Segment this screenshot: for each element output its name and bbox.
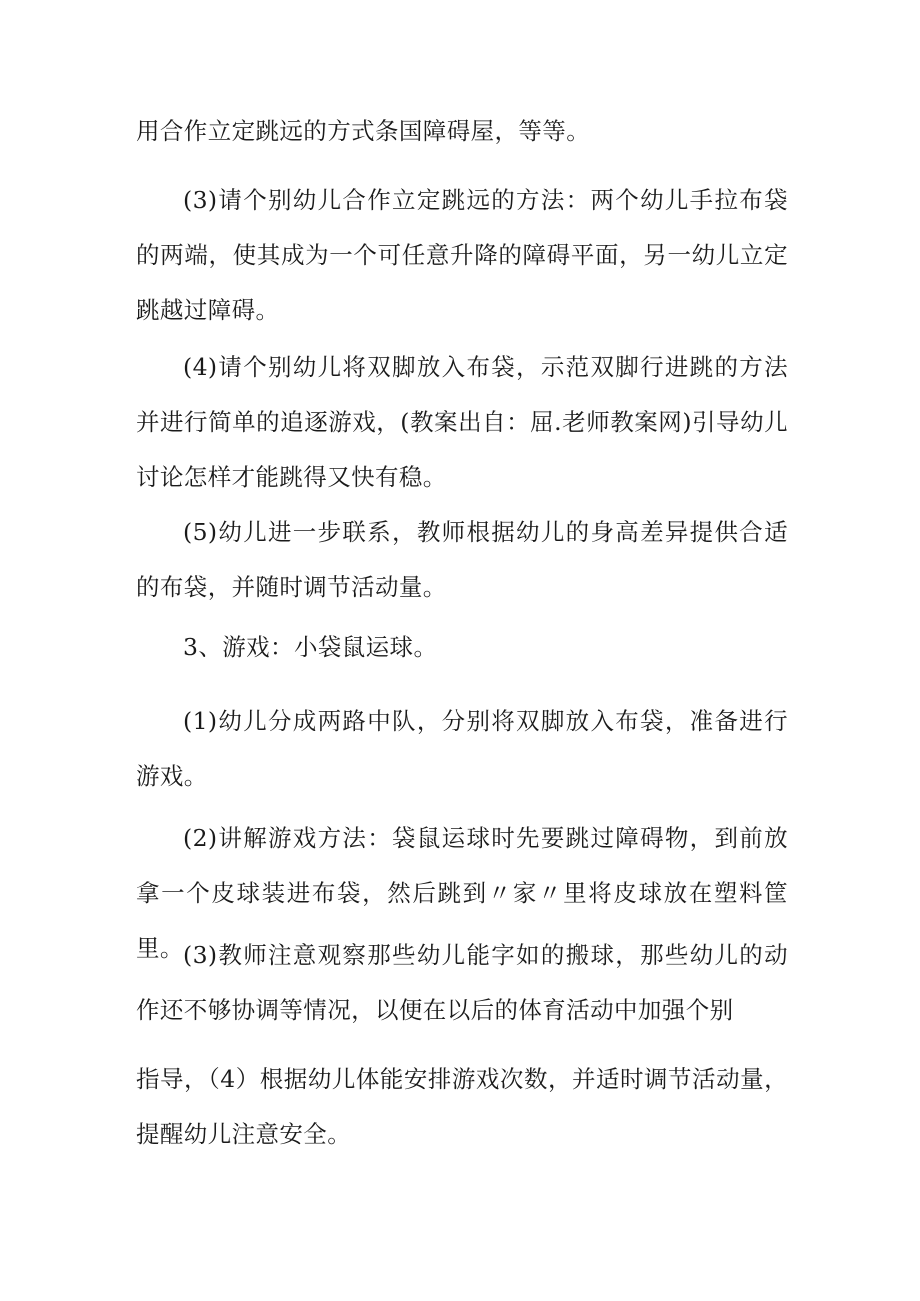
paragraph-3: (4)请个别幼儿将双脚放入布袋，示范双脚行进跳的方法并进行简单的追逐游戏，(教案出自：屈.老师教案网)引导幼儿讨论怎样才能跳得又快有稳。 — [136, 353, 788, 491]
paragraph-4: (5)幼儿进一步联系，教师根据幼儿的身高差异提供合适的布袋，并随时调节活动量。 — [136, 518, 788, 601]
section-heading: 3、游戏：小袋鼠运球。 — [183, 633, 438, 661]
paragraph-8: 指导，（4）根据幼儿体能安排游戏次数，并适时调节活动量，提醒幼儿注意安全。 — [136, 1065, 788, 1148]
paragraph-2: (3)请个别幼儿合作立定跳远的方法：两个幼儿手拉布袋的两端，使其成为一个可任意升降的障碍平面，另一幼儿立定跳越过障碍。 — [136, 186, 788, 324]
paragraph-7: (3)教师注意观察那些幼儿能字如的搬球，那些幼儿的动作还不够协调等情况，以便在以后的体育活动中加强个别 — [136, 941, 788, 1024]
paragraph-6: (2)讲解游戏方法：袋鼠运球时先要跳过障碍物，到前放拿一个皮球装进布袋，然后跳到〃家〃里将皮球放在塑料筐里。 — [136, 824, 788, 962]
paragraph-5: (1)幼儿分成两路中队，分别将双脚放入布袋，准备进行游戏。 — [136, 707, 788, 790]
paragraph-1: 用合作立定跳远的方式条国障碍屋，等等。 — [136, 117, 591, 145]
